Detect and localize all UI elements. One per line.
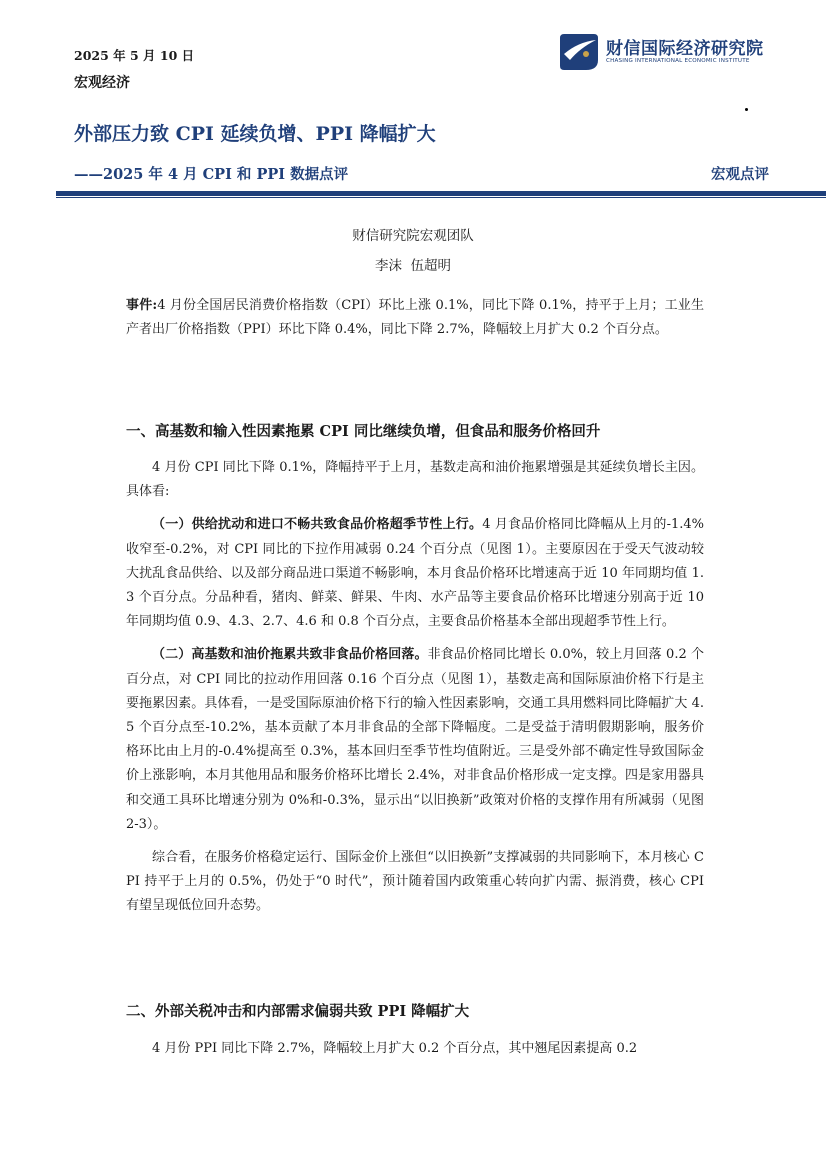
paragraph-lead: （一）供给扰动和进口不畅共致食品价格超季节性上行。	[152, 517, 483, 533]
logo-mark-icon	[556, 30, 600, 74]
section-1-heading: 一、高基数和输入性因素拖累 CPI 同比继续负增，但食品和服务价格回升	[126, 423, 601, 440]
event-block	[126, 294, 704, 342]
research-team: 财信研究院宏观团队	[352, 228, 474, 244]
paragraph: 4 月份 PPI 同比下降 2.7%，降幅较上月扩大 0.2 个百分点，其中翘尾因素提高 0.2	[152, 1041, 638, 1056]
paragraph	[126, 643, 704, 837]
report-type-tag: 宏观点评	[711, 166, 769, 183]
section-2-heading: 二、外部关税冲击和内部需求偏弱共致 PPI 降幅扩大	[126, 1003, 470, 1020]
event-label: 事件:	[126, 298, 158, 313]
page-title: 外部压力致 CPI 延续负增、PPI 降幅扩大	[74, 123, 436, 145]
logo	[556, 30, 776, 74]
paragraph-lead: （二）高基数和油价拖累共致非食品价格回落。	[152, 647, 428, 663]
report-date: 2025 年 5 月 10 日	[74, 48, 195, 63]
header-divider	[56, 191, 826, 196]
paragraph	[126, 513, 704, 634]
logo-text-cn: 财信国际经济研究院	[606, 39, 764, 59]
paragraph: 4 月份 CPI 同比下降 0.1%，降幅持平于上月，基数走高和油价拖累增强是其延续负增长主因。具体看:	[126, 460, 704, 500]
section-1-body	[126, 456, 704, 919]
header-divider-thin	[56, 197, 826, 198]
paragraph-text: 4 月食品价格同比降幅从上月的-1.4%收窄至-0.2%，对 CPI 同比的下拉作用减弱 0.24 个百分点（见图 1）。主要原因在于受天气波动较大扰乱食品供给、以及部分商品进口渠道不畅影响，本月食品价格环比增速高于近 10 年同期均值 1.3 个百分点。分品种看，猪肉、鲜菜、鲜果、牛肉、水产品等主要食品价格环比增速分别高于近 10 年同期均值 0.9、4.3、2.7、4.6 和 0.8 个百分点，主要食品价格基本全部出现超季节性上行。	[126, 517, 704, 630]
page-subtitle: ——2025 年 4 月 CPI 和 PPI 数据点评	[74, 166, 349, 183]
authors: 李沫 伍超明	[374, 258, 452, 274]
event-text: 4 月份全国居民消费价格指数（CPI）环比上涨 0.1%，同比下降 0.1%，持平于上月；工业生产者出厂价格指数（PPI）环比下降 0.4%，同比下降 2.7%，降幅较上月扩大 0.2 个百分点。	[126, 298, 704, 338]
report-category: 宏观经济	[74, 75, 130, 91]
logo-text-en: CHASING INTERNATIONAL ECONOMIC INSTITUTE	[606, 58, 750, 64]
paragraph-text: 非食品价格同比增长 0.0%，较上月回落 0.2 个百分点，对 CPI 同比的拉动作用回落 0.16 个百分点（见图 1），基数走高和国际原油价格下行是主要拖累因素。具体看，一是受国际原油价格下行的输入性因素影响，交通工具用燃料同比降幅扩大 4.5 个百分点至-10.2%，基本贡献了本月非食品的全部下降幅度。二是受益于清明假期影响，服务价格环比由上月的-0.4%提高至 0.3%，基本回归至季节性均值附近。三是受外部不确定性导致国际金价上涨影响，本月其他用品和服务价格环比增长 2.4%，对非食品价格形成一定支撑。四是家用器具和交通工具环比增速分别为 0%和-0.3%，显示出“以旧换新”政策对价格的支撑作用有所减弱（见图 2-3）。	[126, 647, 704, 832]
paragraph: 综合看，在服务价格稳定运行、国际金价上涨但“以旧换新”支撑减弱的共同影响下，本月核心 CPI 持平于上月的 0.5%，仍处于“0 时代”，预计随着国内政策重心转向扩内需、振消费，核心 CPI 有望呈现低位回升态势。	[126, 850, 704, 914]
decorative-dot	[745, 108, 748, 111]
section-2-body	[126, 1037, 704, 1061]
